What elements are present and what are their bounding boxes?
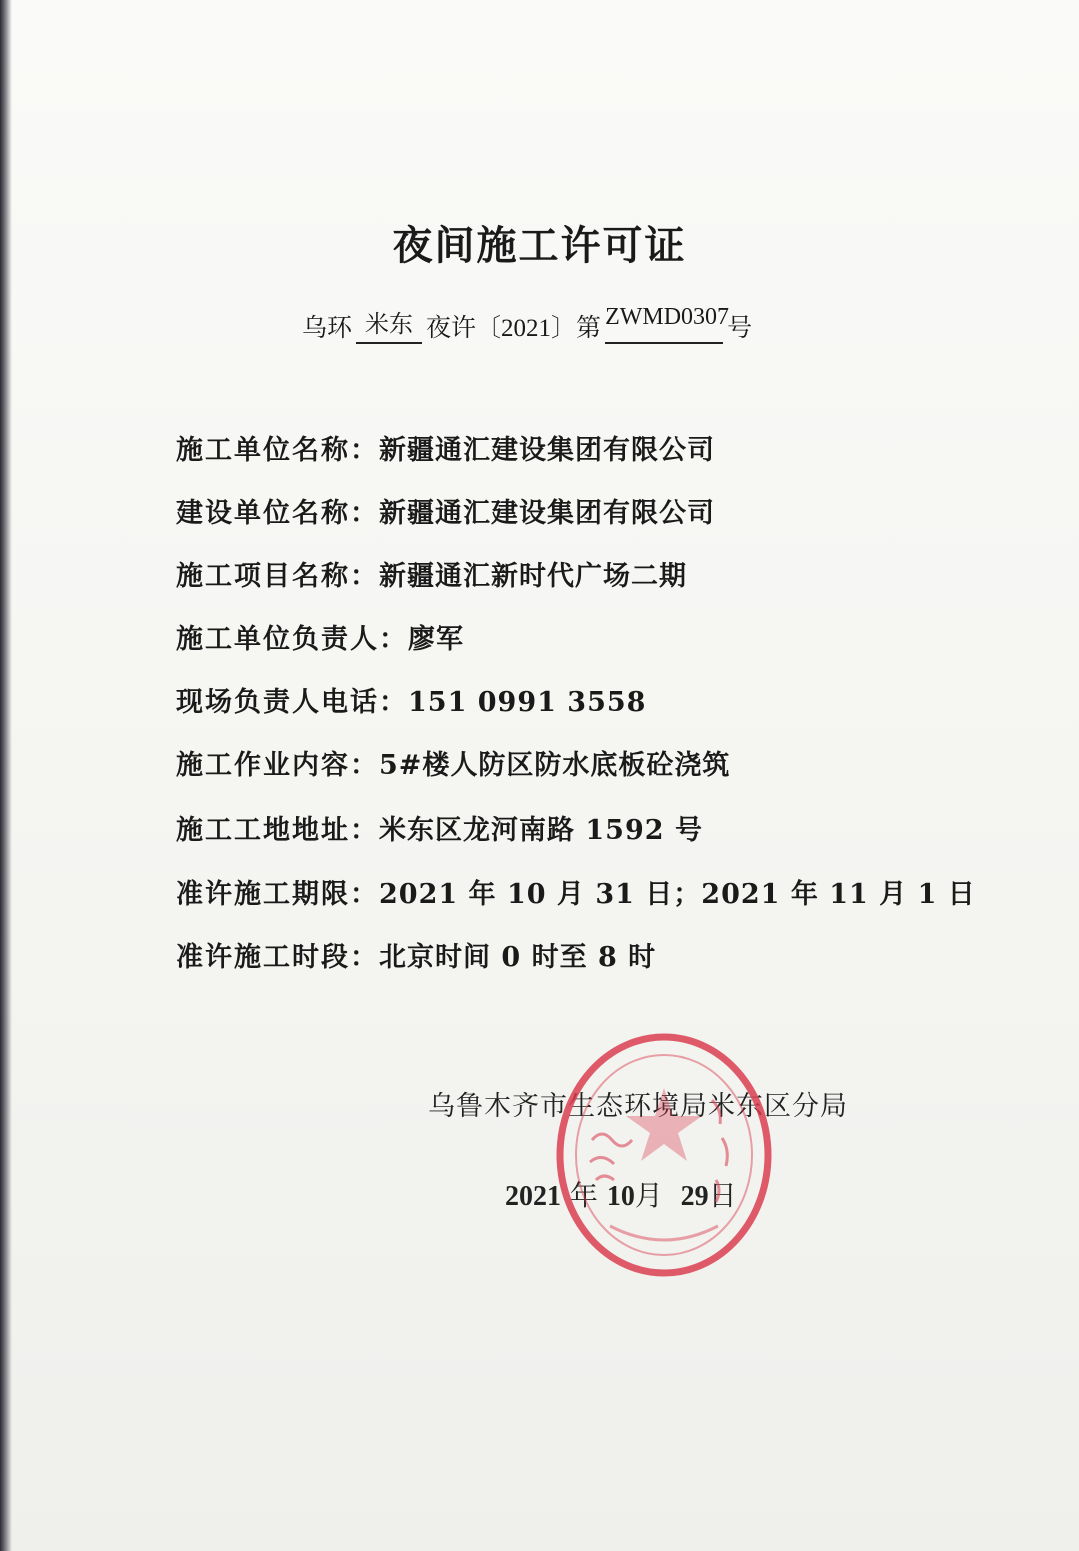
document-title: 夜间施工许可证	[392, 222, 687, 269]
field-value: 新疆通汇新时代广场二期	[379, 561, 687, 592]
permit-middle: 夜许	[426, 313, 477, 342]
field-value: 2021 年 10 月 31 日；2021 年 11 月 1 日	[379, 879, 976, 910]
field-label: 施工单位负责人：	[176, 624, 408, 655]
field-label: 建设单位名称：	[176, 498, 379, 529]
field-project-name	[176, 554, 687, 593]
field-value: 新疆通汇建设集团有限公司	[379, 435, 715, 466]
field-permit-period	[176, 872, 976, 911]
field-value: 廖军	[408, 624, 464, 655]
code-blank	[605, 304, 730, 344]
field-label: 现场负责人电话：	[176, 687, 408, 718]
field-label: 施工工地地址：	[176, 815, 379, 846]
permit-suffix: 号	[727, 313, 753, 342]
field-label: 施工项目名称：	[176, 561, 379, 592]
district-fill: 米东	[365, 312, 414, 338]
issue-month: 10	[606, 1181, 635, 1212]
issuing-authority: 乌鲁木齐市生态环境局米东区分局	[428, 1091, 848, 1122]
field-construction-unit	[176, 428, 715, 467]
permit-prefix: 乌环	[302, 313, 353, 342]
field-site-phone	[176, 680, 646, 719]
issue-year: 2021	[505, 1181, 561, 1212]
field-value: 北京时间 0 时至 8 时	[379, 942, 657, 973]
permit-code: ZWMD0307	[605, 304, 730, 330]
field-work-content	[176, 743, 730, 782]
official-seal-icon	[552, 1030, 776, 1280]
field-permit-hours	[176, 935, 656, 974]
issue-month-unit: 月	[634, 1179, 663, 1212]
issue-year-unit: 年	[569, 1179, 598, 1212]
permit-number	[302, 304, 753, 344]
district-blank	[356, 312, 422, 344]
field-value: 5#楼人防区防水底板砼浇筑	[379, 750, 731, 781]
issue-day-unit: 日	[708, 1179, 737, 1212]
field-value: 151 0991 3558	[408, 687, 647, 718]
field-label: 施工作业内容：	[176, 750, 379, 781]
field-unit-lead	[176, 617, 464, 656]
field-site-address	[176, 808, 703, 847]
issue-day: 29	[680, 1181, 709, 1212]
field-value: 新疆通汇建设集团有限公司	[379, 498, 715, 529]
permit-year: 〔2021〕	[476, 315, 577, 342]
field-label: 准许施工期限：	[176, 879, 379, 910]
field-label: 准许施工时段：	[176, 942, 379, 973]
permit-ordinal-prefix: 第	[576, 313, 602, 342]
field-developer-unit	[176, 491, 715, 530]
field-value: 米东区龙河南路 1592 号	[379, 815, 703, 846]
field-label: 施工单位名称：	[176, 435, 379, 466]
